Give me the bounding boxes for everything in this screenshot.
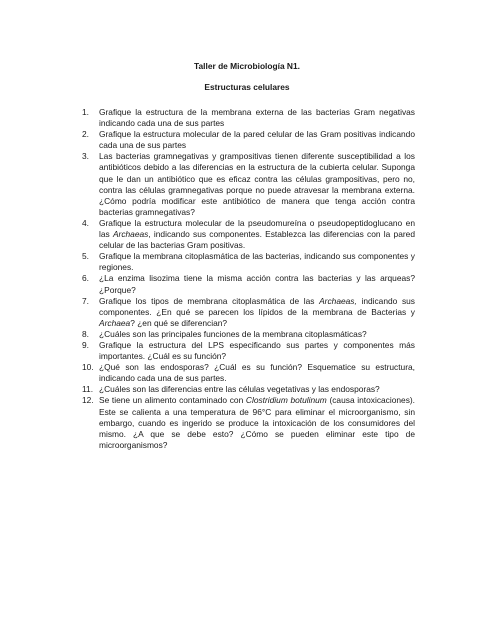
question-number: 8. [82, 328, 89, 339]
document-subtitle: Estructuras celulares [204, 82, 290, 92]
question-number: 1. [82, 107, 89, 117]
question-text: ¿La enzima lisozima tiene la misma acción contra las bacterias y las arqueas? ¿Porque? [99, 273, 415, 295]
question-text: Grafique la membrana citoplasmática de las bacterias, indicando sus componentes y regiones. [99, 251, 415, 273]
question-item [78, 218, 415, 251]
question-text: ¿Cuáles son las diferencias entre las células vegetativas y las endosporas? [99, 384, 380, 395]
question-item [78, 107, 415, 129]
question-item [78, 340, 415, 362]
question-number: 11. [82, 384, 94, 395]
question-item [78, 329, 415, 340]
question-item [78, 296, 415, 329]
question-item [78, 362, 415, 384]
question-number: 3. [82, 151, 89, 162]
question-text: Se tiene un alimento contaminado con Clostridium botulinum (causa intoxicaciones). Este se calienta a una temperatura de 96°C para eliminar el microorganismo, sin embargo, cuando es ingerido se produce la intoxicación de los consumidores del mismo. ¿A que se debe esto? ¿Cómo se pueden eliminar este tipo de microorganismos? [99, 395, 415, 450]
question-number: 6. [82, 273, 89, 284]
question-number: 4. [82, 217, 89, 228]
question-number: 12. [82, 395, 94, 406]
question-text: Grafique la estructura molecular de la pseudomureína o pseudopeptidoglucano en las Archaeas, indicando sus componentes. Establezca las diferencias con la pared celular de las bacterias Gram positivas. [99, 217, 415, 251]
question-text: Grafique la estructura molecular de la pared celular de las Gram positivas indicando cada una de sus partes [99, 129, 415, 151]
question-item [78, 395, 415, 450]
question-text: Grafique la estructura del LPS especificando sus partes y componentes más importantes. ¿Cuál es su función? [99, 339, 415, 362]
document-title: Taller de Microbiología N1. [194, 61, 300, 71]
question-text: ¿Cuáles son las principales funciones de la membrana citoplasmáticas? [99, 328, 367, 339]
question-number: 2. [82, 129, 89, 140]
question-item [78, 273, 415, 295]
question-text: Grafique los tipos de membrana citoplasmática de las Archaeas, indicando sus componentes. ¿En qué se parecen los lípidos de la membrana de Bacterias y Archaea? ¿en qué se diferencian? [99, 295, 415, 328]
question-item [78, 129, 415, 151]
question-item [78, 251, 415, 273]
question-number: 7. [82, 295, 89, 306]
question-text: Grafique la estructura de la membrana externa de las bacterias Gram negativas indicando cada una de sus partes [99, 107, 415, 129]
question-number: 9. [82, 339, 89, 350]
question-number: 10. [82, 362, 94, 373]
question-item [78, 151, 415, 218]
question-text: Las bacterias gramnegativas y grampositivas tienen diferente susceptibilidad a los antibióticos debido a las diferencias en la estructura de la cubierta celular. Suponga que le dan un antibiótico que es eficaz contra las células grampositivas, pero no, contra las células gramnegativas porque no puede atravesar la membrana externa. ¿Cómo podría modificar este antibiótico de manera que tenga acción contra bacterias gramnegativas? [99, 151, 415, 217]
question-list [78, 107, 415, 451]
question-item [78, 384, 415, 395]
question-text: ¿Qué son las endosporas? ¿Cuál es su función? Esquematice su estructura, indicando cada una de sus partes. [99, 362, 415, 384]
question-number: 5. [82, 251, 89, 262]
